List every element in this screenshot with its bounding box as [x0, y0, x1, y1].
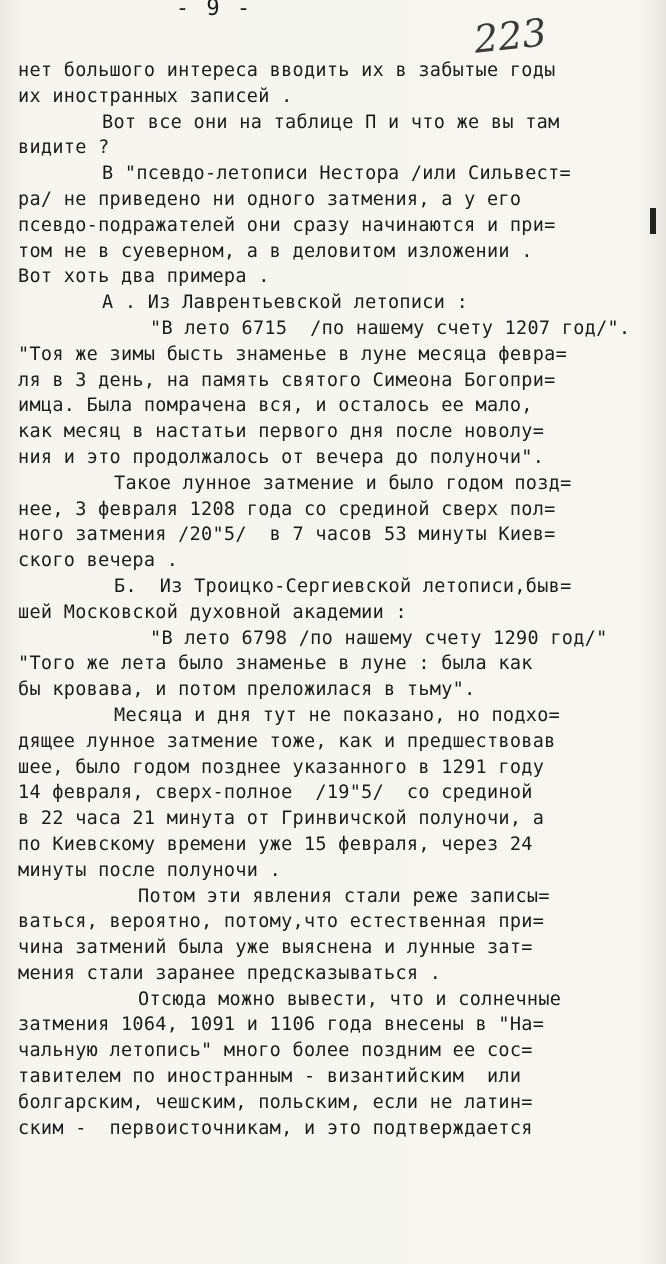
text-line: Вот все они на таблице П и что же вы там [102, 111, 560, 133]
text-line: в 22 часа 21 минута от Гринвичской полуночи, а [18, 808, 545, 830]
text-line: как месяц в настатьи первого дня после новолу= [18, 421, 545, 443]
text-line: ния и это продолжалось от вечера до полуночи". [18, 446, 545, 468]
text-line: бы кровава, и потом преложилася в тьму". [18, 679, 476, 701]
text-line: ским - первоисточникам, и это подтверждается [18, 1117, 533, 1139]
text-line: ля в 3 день, на память святого Симеона Богопри= [18, 369, 556, 391]
text-line: затмения 1064, 1091 и 1106 года внесены в "На= [18, 1014, 545, 1036]
text-line: ра/ не приведено ни одного затмения, а у его [18, 188, 522, 210]
text-line: Потом эти явления стали реже записы= [138, 885, 550, 907]
text-line: "В лето 6715 /по нашему счету 1207 год/". [150, 317, 631, 339]
margin-mark [650, 208, 656, 234]
text-line: тавителем по иностранным - византийским или [18, 1066, 522, 1088]
text-line: "В лето 6798 /по нашему счету 1290 год/" [150, 627, 608, 649]
text-line: Такое лунное затмение и было годом позд= [114, 472, 572, 494]
text-line: по Киевскому времени уже 15 февраля, через 24 [18, 833, 533, 855]
text-line: псевдо-подражателей они сразу начинаются и при= [18, 214, 556, 236]
text-line: Вот хоть два примера . [18, 266, 270, 288]
document-body [18, 58, 648, 1141]
text-line: мения стали заранее предсказываться . [18, 962, 442, 984]
text-line: ного затмения /20"5/ в 7 часов 53 минуты Киев= [18, 524, 556, 546]
text-line: Б. Из Троицко-Сергиевской летописи,быв= [114, 575, 572, 597]
text-line: "Тоя же зимы бысть знаменье в луне месяца февра= [18, 343, 568, 365]
text-line: чальную летопись" много более поздним ее сос= [18, 1040, 533, 1062]
text-line: нет большого интереса вводить их в забытые годы [18, 60, 556, 81]
text-line: имца. Была помрачена вся, и осталось ее мало, [18, 395, 533, 417]
handwritten-archive-number: 223 [471, 10, 549, 62]
text-line: ского вечера . [18, 550, 179, 572]
text-line: том не в суеверном, а в деловитом изложении . [18, 240, 533, 262]
text-line: нее, 3 февраля 1208 года со срединой сверх пол= [18, 498, 556, 520]
text-line: дящее лунное затмение тоже, как и предшествовав [18, 730, 556, 752]
text-line: В "псевдо-летописи Нестора /или Сильвест= [102, 163, 571, 185]
text-line: чина затмений была уже выяснена и лунные зат= [18, 937, 533, 959]
text-line: шее, было годом позднее указанного в 1291 году [18, 756, 545, 778]
text-line: шей Московской духовной академии : [18, 601, 407, 623]
text-line: "Того же лета было знаменье в луне : была как [18, 653, 533, 675]
page-number: - 9 - [175, 0, 253, 21]
text-line: Отсюда можно вывести, что и солнечные [138, 988, 562, 1010]
text-line: минуты после полуночи . [18, 859, 282, 881]
text-line: ваться, вероятно, потому,что естественная при= [18, 911, 545, 933]
text-line: их иностранных записей . [18, 85, 293, 107]
text-line: 14 февраля, сверх-полное /19"5/ со срединой [18, 782, 533, 804]
text-line: Месяца и дня тут не показано, но подхо= [114, 704, 561, 726]
text-line: видите ? [18, 137, 110, 159]
text-line: А . Из Лаврентьевской летописи : [102, 292, 469, 314]
text-line: болгарским, чешским, польским, если не латин= [18, 1091, 533, 1113]
